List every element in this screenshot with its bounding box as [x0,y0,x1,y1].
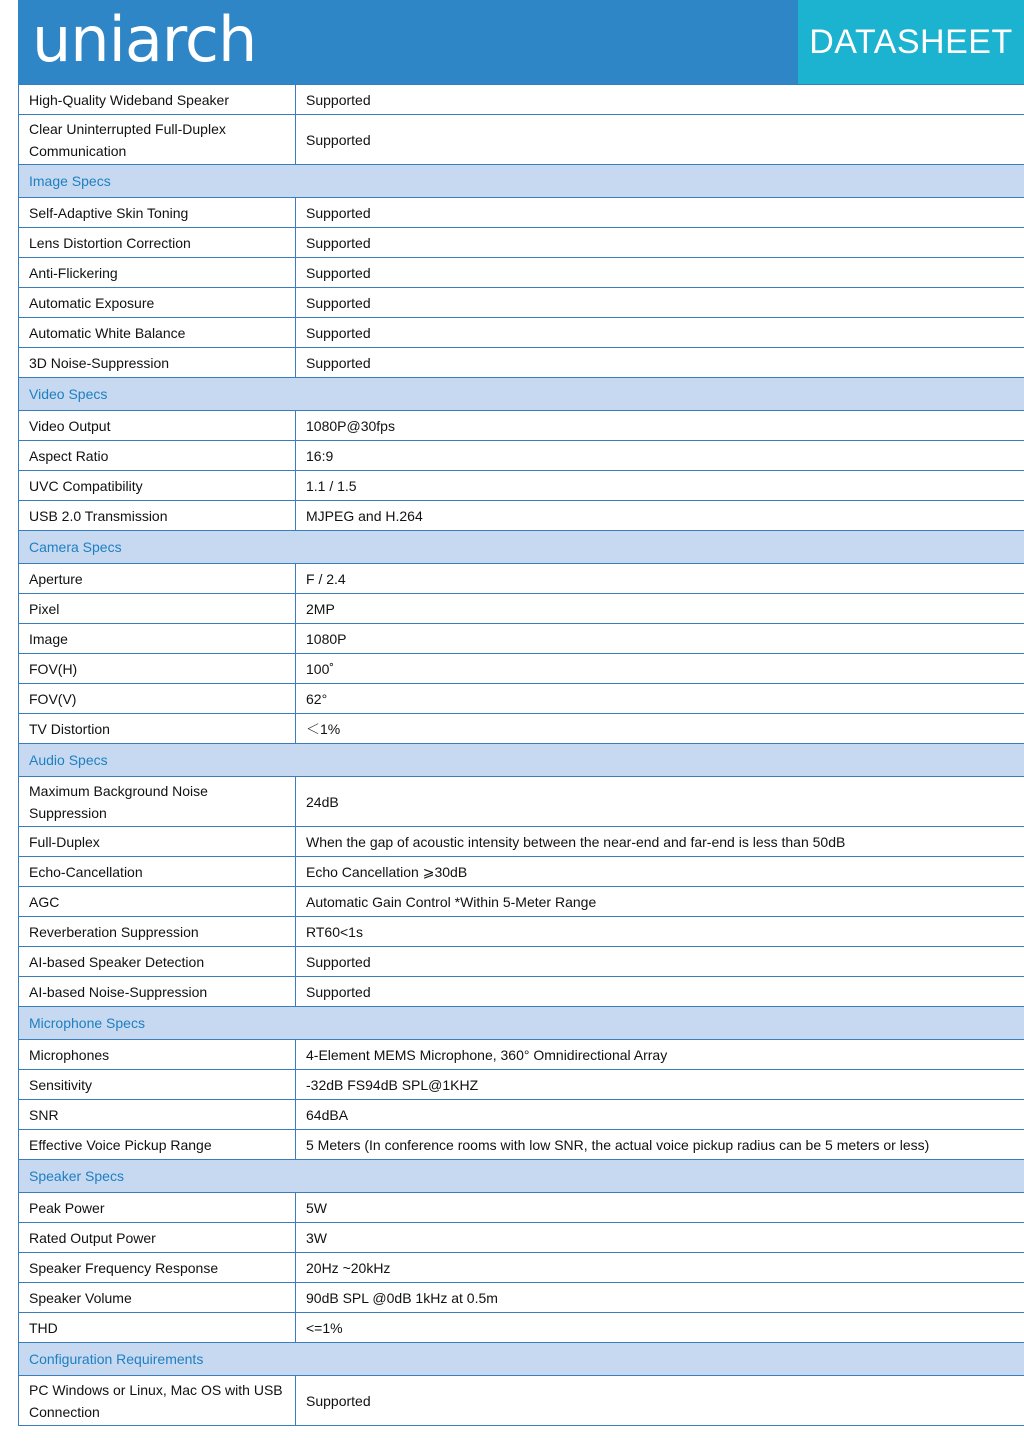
spec-label: Full-Duplex [19,827,296,857]
spec-row [19,198,1024,228]
spec-label: Microphones [19,1040,296,1070]
spec-value: 4-Element MEMS Microphone, 360° Omnidirectional Array [296,1040,1024,1070]
spec-label: FOV(H) [19,654,296,684]
spec-value: Supported [296,318,1024,348]
spec-row [19,1100,1024,1130]
section-title: Audio Specs [19,744,1024,777]
spec-label: High-Quality Wideband Speaker [19,85,296,115]
spec-label: Video Output [19,411,296,441]
spec-row [19,1070,1024,1100]
spec-label: Sensitivity [19,1070,296,1100]
spec-label: 3D Noise-Suppression [19,348,296,378]
spec-row [19,827,1024,857]
spec-row [19,471,1024,501]
spec-value: Automatic Gain Control *Within 5-Meter Range [296,887,1024,917]
spec-label: Aperture [19,564,296,594]
spec-label: SNR [19,1100,296,1130]
spec-value: 24dB [296,777,1024,827]
spec-label: THD [19,1313,296,1343]
spec-row [19,1376,1024,1426]
section-header-row [19,1160,1024,1193]
section-header-row [19,378,1024,411]
spec-row [19,85,1024,115]
spec-row [19,1283,1024,1313]
spec-label: Pixel [19,594,296,624]
uniarch-logo: uniarch [32,3,257,76]
spec-row [19,501,1024,531]
spec-value: <=1% [296,1313,1024,1343]
spec-row [19,411,1024,441]
spec-value: Supported [296,947,1024,977]
spec-label: Self-Adaptive Skin Toning [19,198,296,228]
spec-label: Clear Uninterrupted Full-Duplex Communication [19,115,296,165]
spec-value: -32dB FS94dB SPL@1KHZ [296,1070,1024,1100]
section-title: Camera Specs [19,531,1024,564]
spec-label: Peak Power [19,1193,296,1223]
spec-value: 3W [296,1223,1024,1253]
spec-row [19,857,1024,887]
spec-row [19,947,1024,977]
spec-row [19,318,1024,348]
spec-label: AI-based Speaker Detection [19,947,296,977]
spec-label: Image [19,624,296,654]
spec-row [19,348,1024,378]
section-title: Image Specs [19,165,1024,198]
spec-row [19,258,1024,288]
spec-value: Supported [296,198,1024,228]
spec-label: Reverberation Suppression [19,917,296,947]
spec-value: Supported [296,348,1024,378]
spec-value: ＜1% [296,714,1024,744]
spec-row [19,115,1024,165]
spec-value: 16:9 [296,441,1024,471]
spec-value: Supported [296,85,1024,115]
spec-label: Lens Distortion Correction [19,228,296,258]
section-header-row [19,1007,1024,1040]
spec-row [19,594,1024,624]
spec-label: Rated Output Power [19,1223,296,1253]
spec-label: Automatic Exposure [19,288,296,318]
spec-row [19,441,1024,471]
spec-label: Echo-Cancellation [19,857,296,887]
datasheet-badge [798,0,1024,84]
spec-value: 62° [296,684,1024,714]
spec-row [19,917,1024,947]
spec-value: Echo Cancellation ⩾30dB [296,857,1024,887]
spec-label: Effective Voice Pickup Range [19,1130,296,1160]
spec-label: UVC Compatibility [19,471,296,501]
spec-row [19,1040,1024,1070]
spec-label: Aspect Ratio [19,441,296,471]
spec-value: Supported [296,977,1024,1007]
spec-label: Anti-Flickering [19,258,296,288]
spec-label: USB 2.0 Transmission [19,501,296,531]
spec-label: Maximum Background Noise Suppression [19,777,296,827]
section-title: Microphone Specs [19,1007,1024,1040]
spec-table [18,84,1024,1426]
spec-row [19,228,1024,258]
spec-label: TV Distortion [19,714,296,744]
spec-value: Supported [296,115,1024,165]
spec-row [19,1193,1024,1223]
spec-label: AI-based Noise-Suppression [19,977,296,1007]
page-header [18,0,1024,84]
spec-value: 1.1 / 1.5 [296,471,1024,501]
section-title: Speaker Specs [19,1160,1024,1193]
spec-row [19,654,1024,684]
spec-value: 2MP [296,594,1024,624]
spec-label: Automatic White Balance [19,318,296,348]
section-header-row [19,531,1024,564]
spec-row [19,564,1024,594]
spec-value: Supported [296,258,1024,288]
spec-value: MJPEG and H.264 [296,501,1024,531]
spec-value: F / 2.4 [296,564,1024,594]
section-title: Video Specs [19,378,1024,411]
spec-row [19,887,1024,917]
spec-row [19,714,1024,744]
datasheet-label: DATASHEET [809,22,1013,61]
spec-value: RT60<1s [296,917,1024,947]
spec-row [19,1313,1024,1343]
spec-label: Speaker Frequency Response [19,1253,296,1283]
spec-value: 100˚ [296,654,1024,684]
spec-value: 90dB SPL @0dB 1kHz at 0.5m [296,1283,1024,1313]
section-header-row [19,165,1024,198]
spec-row [19,288,1024,318]
spec-label: Speaker Volume [19,1283,296,1313]
section-header-row [19,744,1024,777]
spec-value: 64dBA [296,1100,1024,1130]
section-header-row [19,1343,1024,1376]
spec-value: 1080P [296,624,1024,654]
spec-row [19,1253,1024,1283]
spec-value: 20Hz ~20kHz [296,1253,1024,1283]
spec-value: 1080P@30fps [296,411,1024,441]
spec-row [19,1130,1024,1160]
spec-row [19,684,1024,714]
spec-label: AGC [19,887,296,917]
spec-value: 5W [296,1193,1024,1223]
spec-value: When the gap of acoustic intensity between the near-end and far-end is less than 50dB [296,827,1024,857]
spec-label: PC Windows or Linux, Mac OS with USB Connection [19,1376,296,1426]
spec-row [19,977,1024,1007]
section-title: Configuration Requirements [19,1343,1024,1376]
spec-row [19,777,1024,827]
spec-value: Supported [296,288,1024,318]
spec-table-body [19,85,1024,1426]
spec-row [19,624,1024,654]
spec-value: Supported [296,1376,1024,1426]
spec-value: Supported [296,228,1024,258]
spec-row [19,1223,1024,1253]
spec-value: 5 Meters (In conference rooms with low SNR, the actual voice pickup radius can be 5 meters or less) [296,1130,1024,1160]
spec-label: FOV(V) [19,684,296,714]
